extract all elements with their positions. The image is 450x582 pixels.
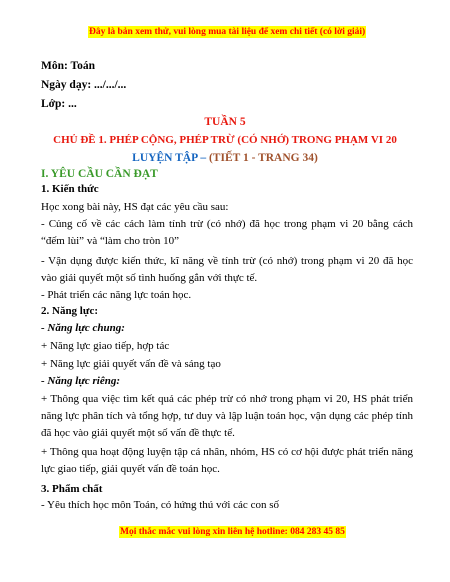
general-skills-heading: - Năng lực chung: xyxy=(41,322,125,334)
general-skill-2: + Năng lực giải quyết vấn đề và sáng tạo xyxy=(41,358,221,370)
knowledge-item-3: - Phát triển các năng lực toán học. xyxy=(41,289,192,301)
specific-skill-1: + Thông qua việc tìm kết quả các phép trừ có nhớ trong phạm vi 20, HS phát triển năng lực phân tích và tổng hợp, tư duy và lập luận toán học, vận dụng các phép tính đã học vào giải quyết một số vấn đề thực tế. xyxy=(41,393,413,439)
specific-skill-2: + Thông qua hoạt động luyện tập cá nhân, nhóm, HS có cơ hội được phát triển năng lực giao tiếp, giải quyết vấn đề toán học. xyxy=(41,446,413,475)
lesson-title-part2: (TIẾT 1 - TRANG 34) xyxy=(208,152,318,164)
section-heading: I. YÊU CẦU CẦN ĐẠT xyxy=(41,168,158,180)
quality-heading: 3. Phẩm chất xyxy=(41,483,103,495)
knowledge-intro: Học xong bài này, HS đạt các yêu cầu sau: xyxy=(41,201,229,213)
date-line: Ngày dạy: .../.../... xyxy=(41,79,127,91)
class-line: Lớp: ... xyxy=(41,98,77,110)
lesson-title xyxy=(0,152,450,164)
skills-heading: 2. Năng lực: xyxy=(41,305,99,317)
hotline-banner: Mọi thắc mắc vui lòng xin liên hệ hotline: 084 283 45 85 xyxy=(120,527,345,537)
preview-banner: Đây là bản xem thử, vui lòng mua tài liệu để xem chi tiết (có lời giải) xyxy=(89,27,366,37)
topic-title: CHỦ ĐỀ 1. PHÉP CỘNG, PHÉP TRỪ (CÓ NHỚ) TRONG PHẠM VI 20 xyxy=(53,134,397,146)
general-skill-1: + Năng lực giao tiếp, hợp tác xyxy=(41,340,170,352)
subject-line: Môn: Toán xyxy=(41,60,96,72)
lesson-title-part1: LUYỆN TẬP – xyxy=(132,152,207,164)
quality-item-1: - Yêu thích học môn Toán, có hứng thú với các con số xyxy=(41,499,279,511)
knowledge-item-1: - Củng cố về các cách làm tính trừ (có nhớ) đã học trong phạm vi 20 bằng cách “đếm lùi” và “làm cho tròn 10” xyxy=(41,218,413,247)
specific-skills-heading: - Năng lực riêng: xyxy=(41,375,121,387)
week-title: TUẦN 5 xyxy=(204,116,246,128)
knowledge-heading: 1. Kiến thức xyxy=(41,183,99,195)
knowledge-item-2: - Vận dụng được kiến thức, kĩ năng về tính trừ (có nhớ) trong phạm vi 20 đã học vào giải quyết một số tình huống gắn với thực tế. xyxy=(41,255,413,284)
